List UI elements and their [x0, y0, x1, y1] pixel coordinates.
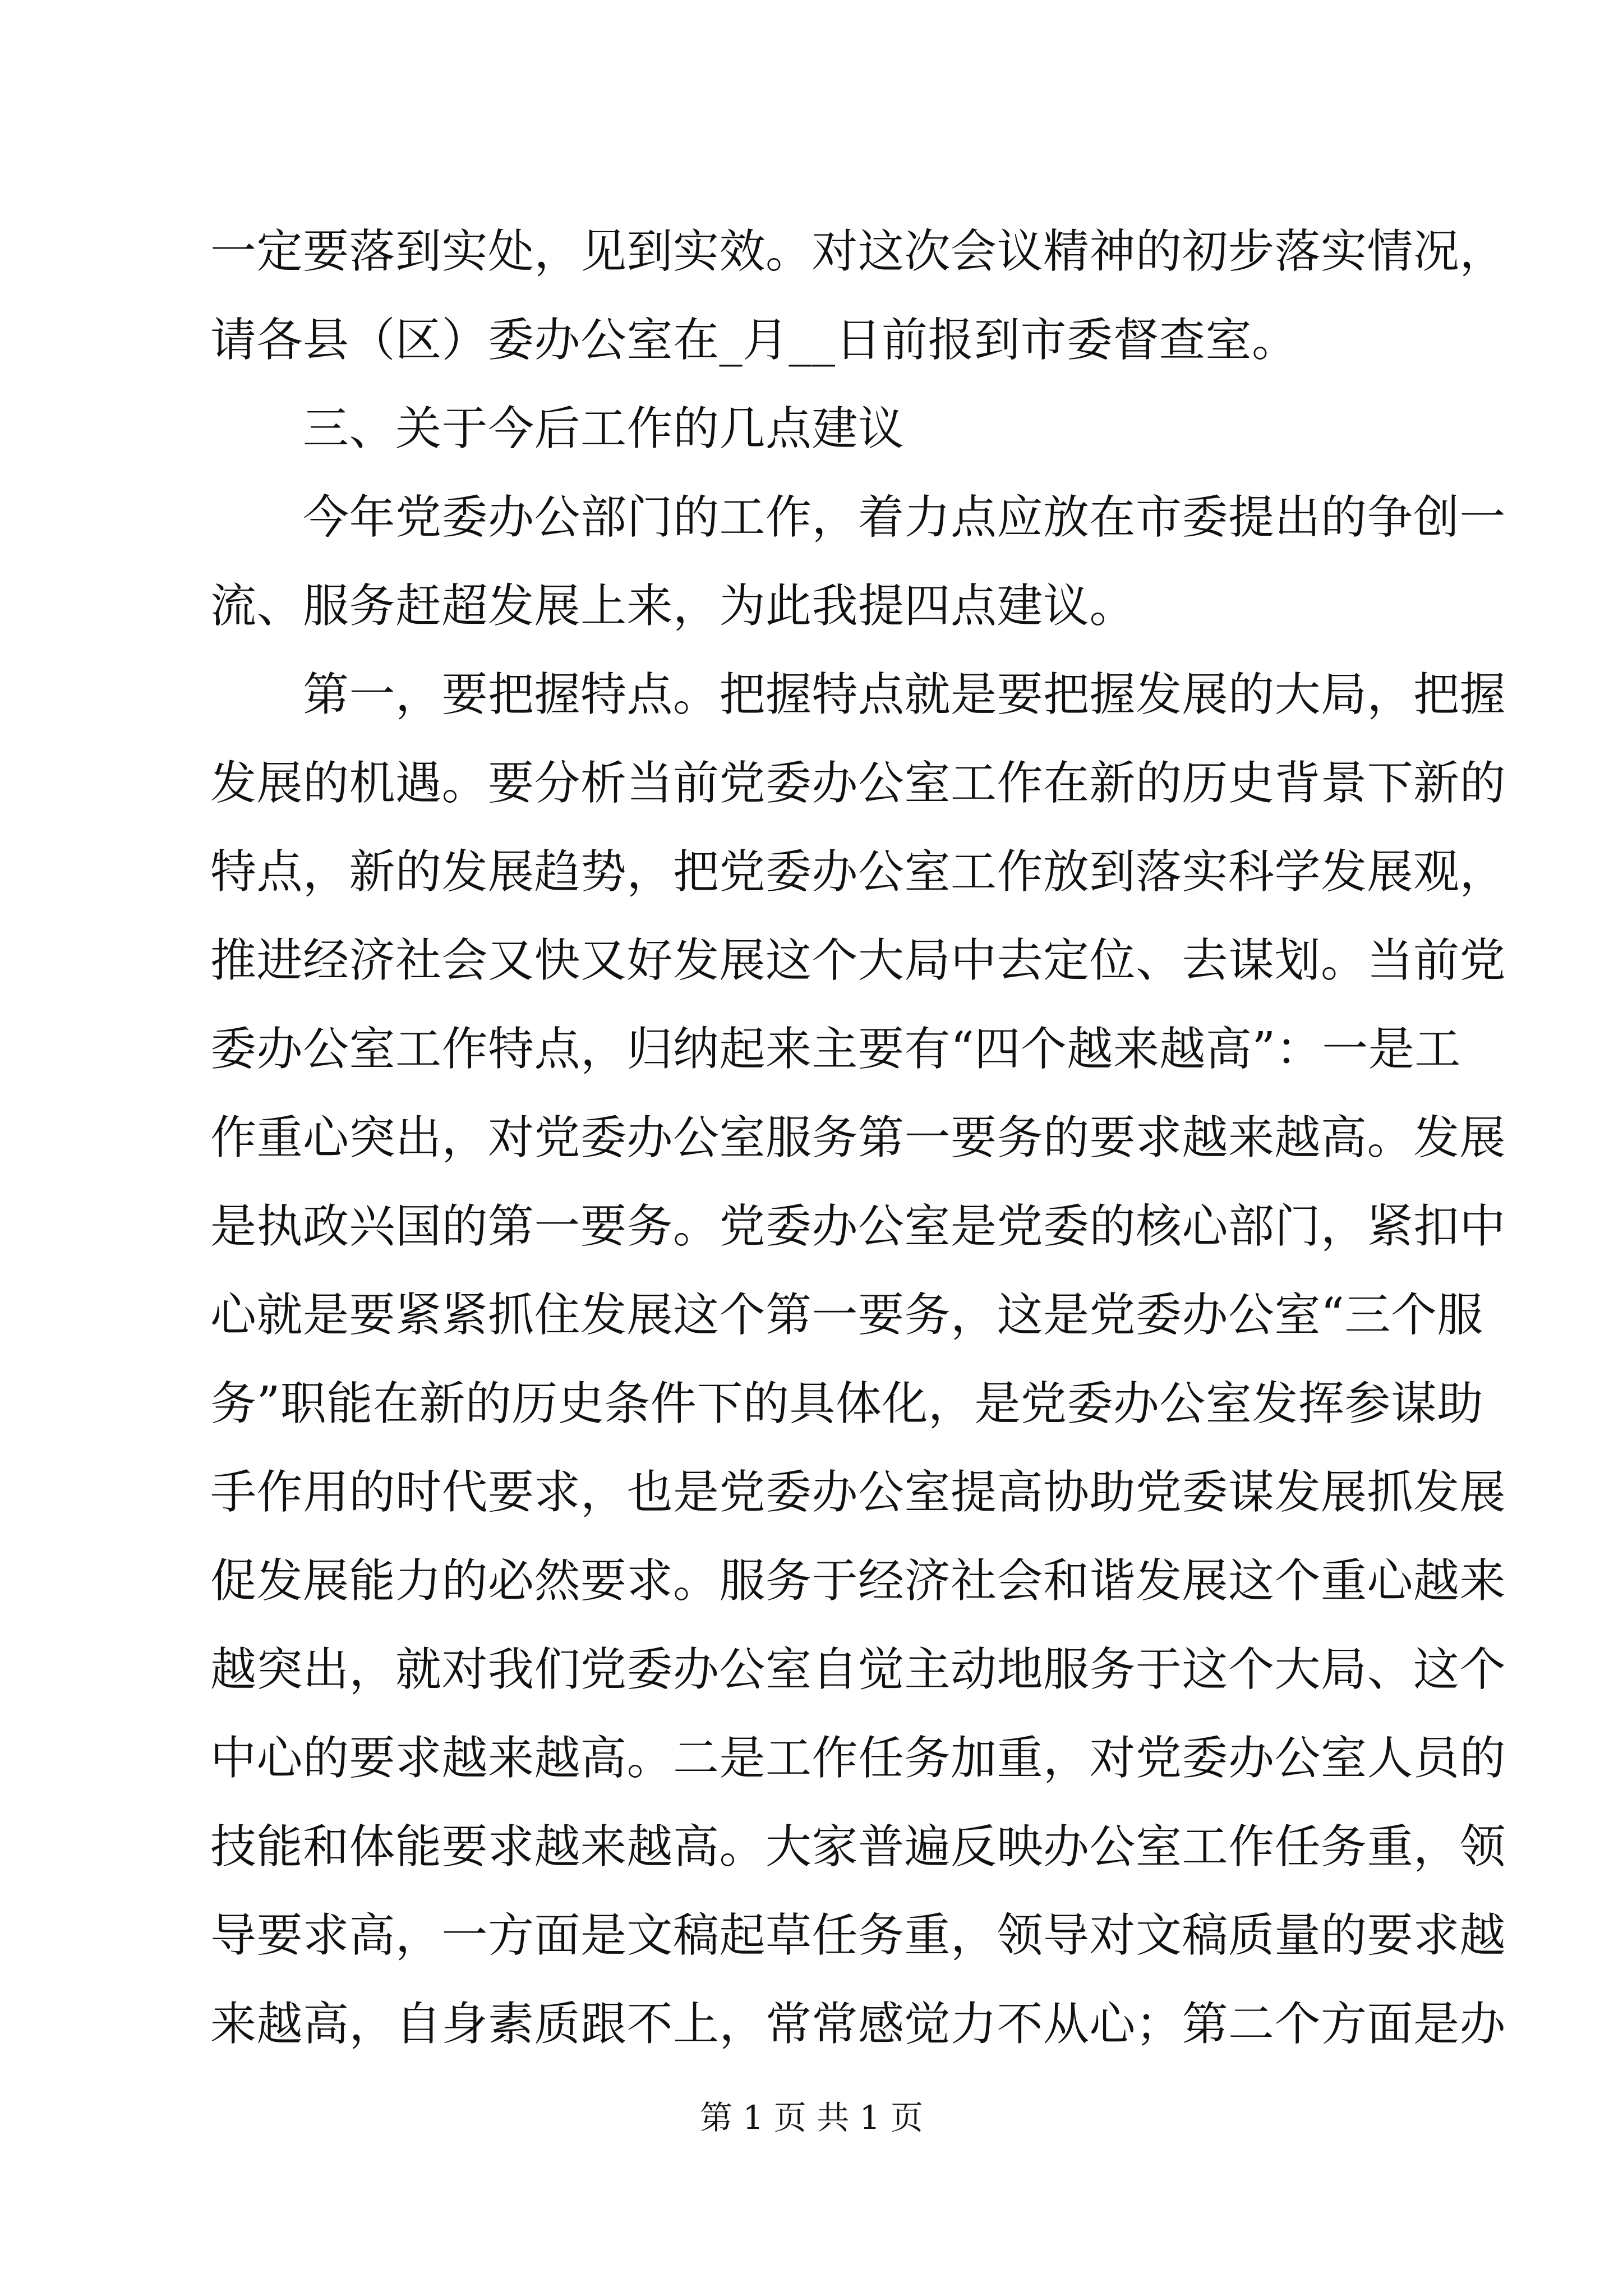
text-line: 越突出，就对我们党委办公室自觉主动地服务于这个大局、这个 [210, 1643, 1506, 1696]
text-line: 发展的机遇。要分析当前党委办公室工作在新的历史背景下新的 [210, 757, 1506, 810]
text-line: 心就是要紧紧抓住发展这个第一要务，这是党委办公室“三个服 [210, 1289, 1483, 1342]
text-line: 第一，要把握特点。把握特点就是要把握发展的大局，把握 [303, 668, 1506, 721]
document-body [210, 208, 1506, 2069]
text-line: 促发展能力的必然要求。服务于经济社会和谐发展这个重心越来 [210, 1554, 1506, 1608]
text-line: 中心的要求越来越高。二是工作任务加重，对党委办公室人员的 [210, 1732, 1506, 1785]
text-line: 是执政兴国的第一要务。党委办公室是党委的核心部门，紧扣中 [210, 1200, 1506, 1253]
text-line: 来越高，自身素质跟不上，常常感觉力不从心；第二个方面是办 [210, 1998, 1506, 2051]
text-line: 请各县（区）委办公室在_月__日前报到市委督查室。 [210, 314, 1298, 367]
text-line: 今年党委办公部门的工作，着力点应放在市委提出的争创一 [303, 491, 1506, 544]
text-line: 特点，新的发展趋势，把党委办公室工作放到落实科学发展观， [210, 845, 1506, 899]
text-line: 务”职能在新的历史条件下的具体化，是党委办公室发挥参谋助 [210, 1377, 1483, 1430]
text-line: 导要求高，一方面是文稿起草任务重，领导对文稿质量的要求越 [210, 1909, 1506, 1962]
text-line: 推进经济社会又快又好发展这个大局中去定位、去谋划。当前党 [210, 934, 1506, 987]
text-line: 流、服务赶超发展上来，为此我提四点建议。 [210, 579, 1136, 633]
section-heading: 三、关于今后工作的几点建议 [303, 402, 905, 455]
text-line: 技能和体能要求越来越高。大家普遍反映办公室工作任务重，领 [210, 1820, 1506, 1874]
text-line: 手作用的时代要求，也是党委办公室提高协助党委谋发展抓发展 [210, 1466, 1506, 1519]
text-line: 作重心突出，对党委办公室服务第一要务的要求越来越高。发展 [210, 1111, 1506, 1165]
text-line: 委办公室工作特点，归纳起来主要有“四个越来越高”：一是工 [210, 1023, 1461, 1076]
page-number-footer: 第 1 页 共 1 页 [700, 2099, 923, 2137]
text-line: 一定要落到实处，见到实效。对这次会议精神的初步落实情况， [210, 225, 1506, 278]
